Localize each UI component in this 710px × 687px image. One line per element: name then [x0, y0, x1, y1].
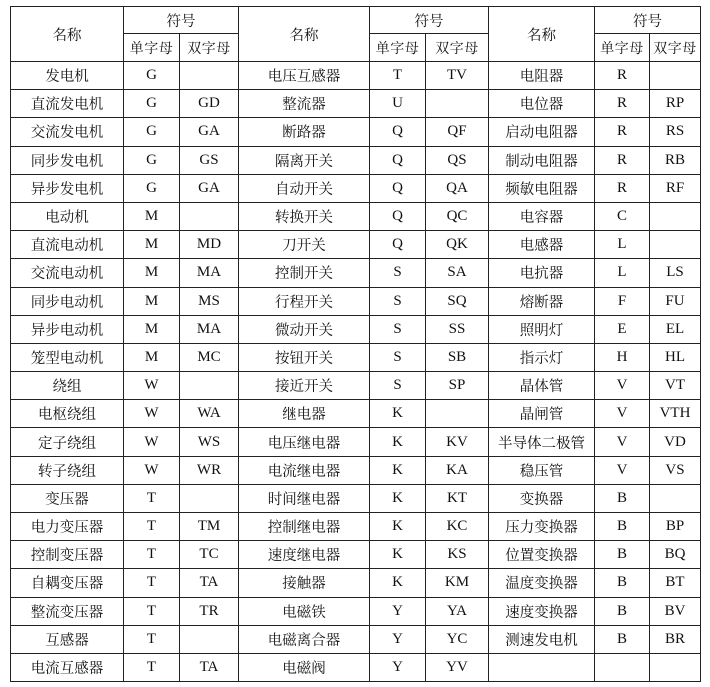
cell-single: T: [124, 569, 180, 597]
cell-double: SA: [426, 259, 489, 287]
cell-name: 断路器: [239, 118, 370, 146]
cell-double: KC: [426, 513, 489, 541]
cell-single: V: [595, 400, 650, 428]
cell-double: SS: [426, 315, 489, 343]
cell-double: QF: [426, 118, 489, 146]
cell-double: BT: [650, 569, 701, 597]
cell-name: 启动电阻器: [489, 118, 595, 146]
cell-name: 变压器: [11, 484, 124, 512]
cell-name: 电感器: [489, 231, 595, 259]
header-double-2: 双字母: [426, 34, 489, 62]
cell-name: 直流电动机: [11, 231, 124, 259]
cell-single: K: [370, 513, 426, 541]
cell-double: EL: [650, 315, 701, 343]
cell-double: KV: [426, 428, 489, 456]
cell-double: [650, 653, 701, 681]
cell-double: [650, 484, 701, 512]
cell-double: SB: [426, 343, 489, 371]
cell-double: SP: [426, 372, 489, 400]
header-double-3: 双字母: [650, 34, 701, 62]
cell-name: 变换器: [489, 484, 595, 512]
cell-single: M: [124, 231, 180, 259]
cell-single: S: [370, 315, 426, 343]
cell-double: WA: [180, 400, 239, 428]
cell-single: C: [595, 202, 650, 230]
cell-single: Q: [370, 146, 426, 174]
cell-double: BV: [650, 597, 701, 625]
cell-double: [650, 231, 701, 259]
cell-single: K: [370, 484, 426, 512]
cell-double: RP: [650, 90, 701, 118]
cell-single: Q: [370, 202, 426, 230]
cell-name: 异步发电机: [11, 174, 124, 202]
table-row: [11, 400, 701, 428]
cell-single: E: [595, 315, 650, 343]
cell-name: 电流互感器: [11, 653, 124, 681]
cell-double: [650, 62, 701, 90]
table-row: [11, 569, 701, 597]
cell-single: G: [124, 118, 180, 146]
table-row: [11, 202, 701, 230]
cell-single: Y: [370, 653, 426, 681]
cell-name: 行程开关: [239, 287, 370, 315]
cell-name: 晶体管: [489, 372, 595, 400]
cell-single: F: [595, 287, 650, 315]
cell-single: S: [370, 343, 426, 371]
table-row: [11, 231, 701, 259]
cell-single: L: [595, 231, 650, 259]
cell-name: 速度继电器: [239, 541, 370, 569]
cell-single: S: [370, 259, 426, 287]
cell-single: T: [370, 62, 426, 90]
cell-single: T: [124, 484, 180, 512]
cell-single: T: [124, 625, 180, 653]
table-row: [11, 513, 701, 541]
cell-double: [180, 484, 239, 512]
cell-double: TC: [180, 541, 239, 569]
table-header: [11, 7, 701, 62]
cell-double: MD: [180, 231, 239, 259]
cell-name: 电位器: [489, 90, 595, 118]
cell-name: 定子绕组: [11, 428, 124, 456]
cell-double: SQ: [426, 287, 489, 315]
cell-name: 交流发电机: [11, 118, 124, 146]
cell-single: B: [595, 541, 650, 569]
cell-double: KS: [426, 541, 489, 569]
table-row: [11, 428, 701, 456]
cell-name: 隔离开关: [239, 146, 370, 174]
cell-single: G: [124, 90, 180, 118]
cell-double: QA: [426, 174, 489, 202]
cell-double: [180, 202, 239, 230]
cell-name: 接近开关: [239, 372, 370, 400]
cell-single: Q: [370, 231, 426, 259]
cell-name: 控制继电器: [239, 513, 370, 541]
cell-double: [180, 62, 239, 90]
cell-double: QS: [426, 146, 489, 174]
table-body: [11, 62, 701, 682]
cell-double: GA: [180, 118, 239, 146]
cell-double: GA: [180, 174, 239, 202]
table-row: [11, 287, 701, 315]
cell-name: 半导体二极管: [489, 428, 595, 456]
cell-single: B: [595, 597, 650, 625]
cell-double: WR: [180, 456, 239, 484]
symbol-table: [10, 6, 701, 682]
cell-double: VTH: [650, 400, 701, 428]
cell-name: 电磁离合器: [239, 625, 370, 653]
cell-double: RS: [650, 118, 701, 146]
cell-name: 位置变换器: [489, 541, 595, 569]
cell-double: MA: [180, 259, 239, 287]
cell-single: V: [595, 456, 650, 484]
cell-double: QK: [426, 231, 489, 259]
cell-single: W: [124, 456, 180, 484]
cell-double: VT: [650, 372, 701, 400]
table-row: [11, 597, 701, 625]
cell-single: K: [370, 428, 426, 456]
cell-name: 电磁铁: [239, 597, 370, 625]
header-double-1: 双字母: [180, 34, 239, 62]
cell-double: TM: [180, 513, 239, 541]
cell-single: G: [124, 62, 180, 90]
cell-double: VS: [650, 456, 701, 484]
cell-name: 转换开关: [239, 202, 370, 230]
cell-single: R: [595, 90, 650, 118]
table-row: [11, 653, 701, 681]
cell-name: 电阻器: [489, 62, 595, 90]
cell-name: 同步发电机: [11, 146, 124, 174]
cell-double: KM: [426, 569, 489, 597]
cell-double: MA: [180, 315, 239, 343]
cell-single: V: [595, 372, 650, 400]
cell-single: H: [595, 343, 650, 371]
cell-single: [595, 653, 650, 681]
table-row: [11, 541, 701, 569]
cell-single: V: [595, 428, 650, 456]
cell-name: 速度变换器: [489, 597, 595, 625]
table-row: [11, 456, 701, 484]
cell-name: 晶闸管: [489, 400, 595, 428]
cell-name: 电枢绕组: [11, 400, 124, 428]
cell-name: 自耦变压器: [11, 569, 124, 597]
table-row: [11, 484, 701, 512]
cell-double: KT: [426, 484, 489, 512]
cell-single: M: [124, 287, 180, 315]
cell-single: B: [595, 569, 650, 597]
cell-name: 发电机: [11, 62, 124, 90]
cell-single: M: [124, 202, 180, 230]
cell-double: GD: [180, 90, 239, 118]
cell-name: 转子绕组: [11, 456, 124, 484]
cell-single: T: [124, 541, 180, 569]
table-row: [11, 90, 701, 118]
header-symbol-2: 符号: [370, 7, 489, 34]
cell-single: W: [124, 428, 180, 456]
cell-name: 接触器: [239, 569, 370, 597]
cell-name: 控制开关: [239, 259, 370, 287]
cell-double: RF: [650, 174, 701, 202]
header-single-1: 单字母: [124, 34, 180, 62]
cell-single: T: [124, 597, 180, 625]
cell-name: 直流发电机: [11, 90, 124, 118]
cell-double: TA: [180, 569, 239, 597]
cell-name: 按钮开关: [239, 343, 370, 371]
cell-double: [426, 400, 489, 428]
cell-double: [650, 202, 701, 230]
cell-single: G: [124, 174, 180, 202]
cell-double: MC: [180, 343, 239, 371]
cell-double: YA: [426, 597, 489, 625]
cell-name: 绕组: [11, 372, 124, 400]
header-single-3: 单字母: [595, 34, 650, 62]
cell-single: M: [124, 343, 180, 371]
table-row: [11, 118, 701, 146]
cell-name: 电动机: [11, 202, 124, 230]
cell-name: 笼型电动机: [11, 343, 124, 371]
cell-single: Y: [370, 597, 426, 625]
cell-single: R: [595, 62, 650, 90]
cell-single: R: [595, 174, 650, 202]
cell-single: W: [124, 400, 180, 428]
cell-name: 整流变压器: [11, 597, 124, 625]
cell-single: Y: [370, 625, 426, 653]
header-symbol-3: 符号: [595, 7, 701, 34]
cell-double: [426, 90, 489, 118]
cell-name: 频敏电阻器: [489, 174, 595, 202]
cell-single: B: [595, 625, 650, 653]
cell-single: M: [124, 315, 180, 343]
cell-double: LS: [650, 259, 701, 287]
cell-double: WS: [180, 428, 239, 456]
cell-name: 交流电动机: [11, 259, 124, 287]
cell-double: YC: [426, 625, 489, 653]
cell-single: B: [595, 484, 650, 512]
cell-name: 熔断器: [489, 287, 595, 315]
cell-single: Q: [370, 174, 426, 202]
cell-name: 电抗器: [489, 259, 595, 287]
cell-name: 测速发电机: [489, 625, 595, 653]
cell-double: FU: [650, 287, 701, 315]
cell-double: BR: [650, 625, 701, 653]
header-single-2: 单字母: [370, 34, 426, 62]
cell-single: L: [595, 259, 650, 287]
cell-name: 电磁阀: [239, 653, 370, 681]
cell-name: 微动开关: [239, 315, 370, 343]
table-row: [11, 372, 701, 400]
cell-name: 稳压管: [489, 456, 595, 484]
cell-single: G: [124, 146, 180, 174]
header-name-3: 名称: [489, 7, 595, 62]
cell-name: 继电器: [239, 400, 370, 428]
cell-name: 异步电动机: [11, 315, 124, 343]
cell-name: 刀开关: [239, 231, 370, 259]
table-row: [11, 259, 701, 287]
cell-name: 制动电阻器: [489, 146, 595, 174]
cell-single: K: [370, 456, 426, 484]
cell-double: YV: [426, 653, 489, 681]
cell-double: VD: [650, 428, 701, 456]
header-name-2: 名称: [239, 7, 370, 62]
table-row: [11, 315, 701, 343]
cell-name: 自动开关: [239, 174, 370, 202]
cell-single: K: [370, 569, 426, 597]
cell-single: S: [370, 372, 426, 400]
cell-double: TA: [180, 653, 239, 681]
cell-double: QC: [426, 202, 489, 230]
cell-double: BQ: [650, 541, 701, 569]
cell-single: T: [124, 653, 180, 681]
cell-name: 整流器: [239, 90, 370, 118]
cell-single: B: [595, 513, 650, 541]
cell-name: 互感器: [11, 625, 124, 653]
cell-name: 压力变换器: [489, 513, 595, 541]
cell-single: W: [124, 372, 180, 400]
cell-name: 温度变换器: [489, 569, 595, 597]
header-name-1: 名称: [11, 7, 124, 62]
cell-name: 控制变压器: [11, 541, 124, 569]
cell-double: GS: [180, 146, 239, 174]
table-row: [11, 343, 701, 371]
cell-single: Q: [370, 118, 426, 146]
cell-double: TV: [426, 62, 489, 90]
cell-name: [489, 653, 595, 681]
cell-single: T: [124, 513, 180, 541]
cell-double: [180, 625, 239, 653]
cell-double: HL: [650, 343, 701, 371]
cell-name: 电压继电器: [239, 428, 370, 456]
header-symbol-1: 符号: [124, 7, 239, 34]
cell-double: MS: [180, 287, 239, 315]
cell-name: 时间继电器: [239, 484, 370, 512]
cell-single: K: [370, 541, 426, 569]
cell-name: 同步电动机: [11, 287, 124, 315]
cell-single: R: [595, 146, 650, 174]
cell-name: 电容器: [489, 202, 595, 230]
cell-single: M: [124, 259, 180, 287]
cell-name: 电流继电器: [239, 456, 370, 484]
cell-single: K: [370, 400, 426, 428]
cell-double: [180, 372, 239, 400]
cell-double: KA: [426, 456, 489, 484]
cell-single: S: [370, 287, 426, 315]
cell-name: 电力变压器: [11, 513, 124, 541]
cell-name: 照明灯: [489, 315, 595, 343]
cell-single: U: [370, 90, 426, 118]
cell-single: R: [595, 118, 650, 146]
cell-double: BP: [650, 513, 701, 541]
cell-name: 指示灯: [489, 343, 595, 371]
cell-double: TR: [180, 597, 239, 625]
table-row: [11, 625, 701, 653]
table-row: [11, 146, 701, 174]
cell-double: RB: [650, 146, 701, 174]
table-row: [11, 62, 701, 90]
table-row: [11, 174, 701, 202]
cell-name: 电压互感器: [239, 62, 370, 90]
